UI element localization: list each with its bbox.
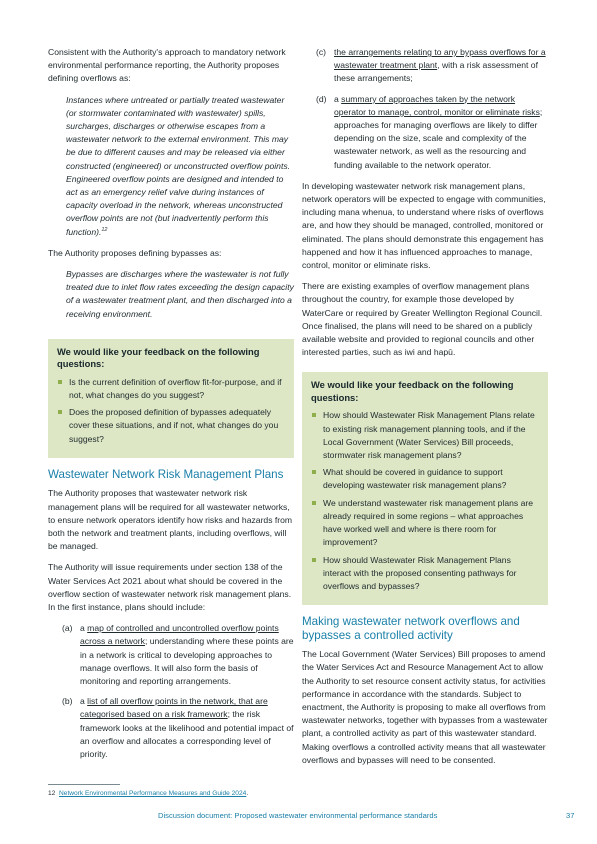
list-item: (c) the arrangements relating to any bypass overflows for a wastewater treatment plant, with a risk assessment of these arrangements; <box>316 47 546 84</box>
risk-plans-para-2: The Authority will issue requirements under section 138 of the Water Services Act 2021 about what should be covered in the overflow section of wastewater network risk management plans. In the first instance, plans should include: <box>48 562 292 612</box>
square-bullet-icon <box>312 413 316 417</box>
footnote-ref[interactable]: 12 <box>101 226 108 233</box>
list-item-link[interactable]: the arrangements relating to any bypass overflows for a wastewater treatment plant <box>334 47 546 71</box>
overflow-intro: Consistent with the Authority's approach to mandatory network environmental performance reporting, the Authority proposes defining overflows as: <box>48 47 286 84</box>
square-bullet-icon <box>58 410 62 414</box>
square-bullet-icon <box>312 558 316 562</box>
risk-plans-para-1: The Authority proposes that wastewater network risk management plans will be required for all wastewater networks, to ensure network operators identify how risks and hazards from both the network and treatment plants, including overflows, will be managed. <box>48 488 293 552</box>
footnote-link[interactable]: Network Environmental Performance Measures and Guide 2024 <box>59 790 247 797</box>
existing-examples-para: There are existing examples of overflow management plans throughout the country, for example those developed by WaterCare or required by Greater Wellington Regional Council. Once finalised, the plans will need to be shared on a publicly available website and provided to regional councils and other interested parties, such as iwi and hapū. <box>302 281 543 358</box>
controlled-activity-para: The Local Government (Water Services) Bill proposes to amend the Water Services Act and Resource Management Act to allow the Authority to set resource consent activity status, for activities performance in accordance with the standards. Subject to enactment, the Authority is proposing to make all overflows from wastewater networks, together with bypasses from a wastewater plant, a controlled activity as part of this wastewater standard. Making overflows a controlled activity means that all wastewater overflows and bypasses will need to be consented. <box>302 649 548 765</box>
list-item: (d) a summary of approaches taken by the network operator to manage, control, monitor or eliminate risks; approaches for managing overflows are likely to differ depending on the size, scale and complexity of the wastewater network, as well as the resourcing and funding available to the network operator. <box>316 93 543 170</box>
list-item: (b) a list of all overflow points in the network, that are categorised based on a risk framework; the risk framework looks at the likelihood and potential impact of an overflow and allocates a corresponding level of priority. <box>62 696 294 760</box>
feedback-question: Does the proposed definition of bypasses adequately cover these situations, and if not, what changes do you suggest? <box>57 406 285 446</box>
feedback-box-definitions <box>48 339 294 458</box>
overflow-definition-quote: Instances where untreated or partially treated wastewater (or stormwater contaminated with wastewater) spills, surcharges, discharges or otherwise escapes from a wastewater network to the external environment. This may be due to different causes and may be released via either constructed (engineered) or unconstructed overflow points. Engineered overflow points are designed and intended to act as an emergency relief valve during instances of capacity overload in the network, whereas unconstructed overflow points are not (but inadvertently perform this function).$^{12}$ <box>66 94 291 237</box>
bypass-intro: The Authority proposes defining bypasses as: <box>48 247 222 258</box>
feedback-questions <box>57 376 285 446</box>
section-heading-risk-plans: Wastewater Network Risk Management Plans <box>48 467 284 481</box>
left-column <box>48 46 294 769</box>
feedback-question: Is the current definition of overflow fit-for-purpose, and if not, what changes do you suggest? <box>57 376 285 402</box>
plan-contents-list-continued <box>302 46 548 172</box>
feedback-heading: We would like your feedback on the following questions: <box>311 379 514 403</box>
engagement-para: In developing wastewater network risk management plans, network operators will be expected to engage with communities, including mana whenua, to understand where risks of overflows are, and how they should be managed, controlled, monitored or eliminated. The plans should demonstrate this engagement has happened and how it has influenced approaches to manage, control, monitor or eliminate risks. <box>302 180 546 271</box>
page-number: 37 <box>566 811 575 820</box>
plan-contents-list <box>48 622 294 761</box>
feedback-question: We understand wastewater risk management plans are already required in some regions – what approaches have worked well and where is there room for improvement? <box>311 497 539 550</box>
square-bullet-icon <box>58 380 62 384</box>
bypass-definition-quote: Bypasses are discharges where the wastewater is not fully treated due to inlet flow rates exceeding the design capacity of a wastewater treatment plant, and then discharged into a receiving environment. <box>66 269 294 319</box>
feedback-box-risk-plans <box>302 372 548 605</box>
right-column <box>302 46 548 775</box>
list-item-link[interactable]: list of all overflow points in the network, that are categorised based on a risk framework <box>80 696 268 720</box>
list-item: (a) a map of controlled and uncontrolled overflow points across a network; understanding where these points are in a network is critical to developing approaches to manage overflows. It will also form the basis of monitoring and reporting arrangements. <box>62 623 294 687</box>
square-bullet-icon <box>312 501 316 505</box>
feedback-question: What should be covered in guidance to support developing wastewater risk management plans? <box>311 466 539 492</box>
list-item-link[interactable]: map of controlled and uncontrolled overflow points across a network <box>80 623 279 647</box>
feedback-question: How should Wastewater Risk Management Plans interact with the proposed consenting pathways for overflows and bypasses? <box>311 554 539 594</box>
footnote-divider <box>48 784 120 785</box>
list-item-link[interactable]: summary of approaches taken by the network operator to manage, control, monitor or eliminate risks <box>334 93 540 117</box>
feedback-questions <box>311 409 539 593</box>
section-heading-controlled-activity: Making wastewater network overflows and bypasses a controlled activity <box>302 615 520 642</box>
document-title: Discussion document: Proposed wastewater environmental performance standards <box>158 811 438 820</box>
feedback-heading: We would like your feedback on the following questions: <box>57 345 260 370</box>
footnote: 12 Network Environmental Performance Measures and Guide 2024. <box>48 790 249 797</box>
square-bullet-icon <box>312 470 316 474</box>
feedback-question: How should Wastewater Risk Management Plans relate to existing risk management planning tools, and if the Local Government (Water Services) Bill proceeds, stormwater risk management plans? <box>311 409 539 462</box>
